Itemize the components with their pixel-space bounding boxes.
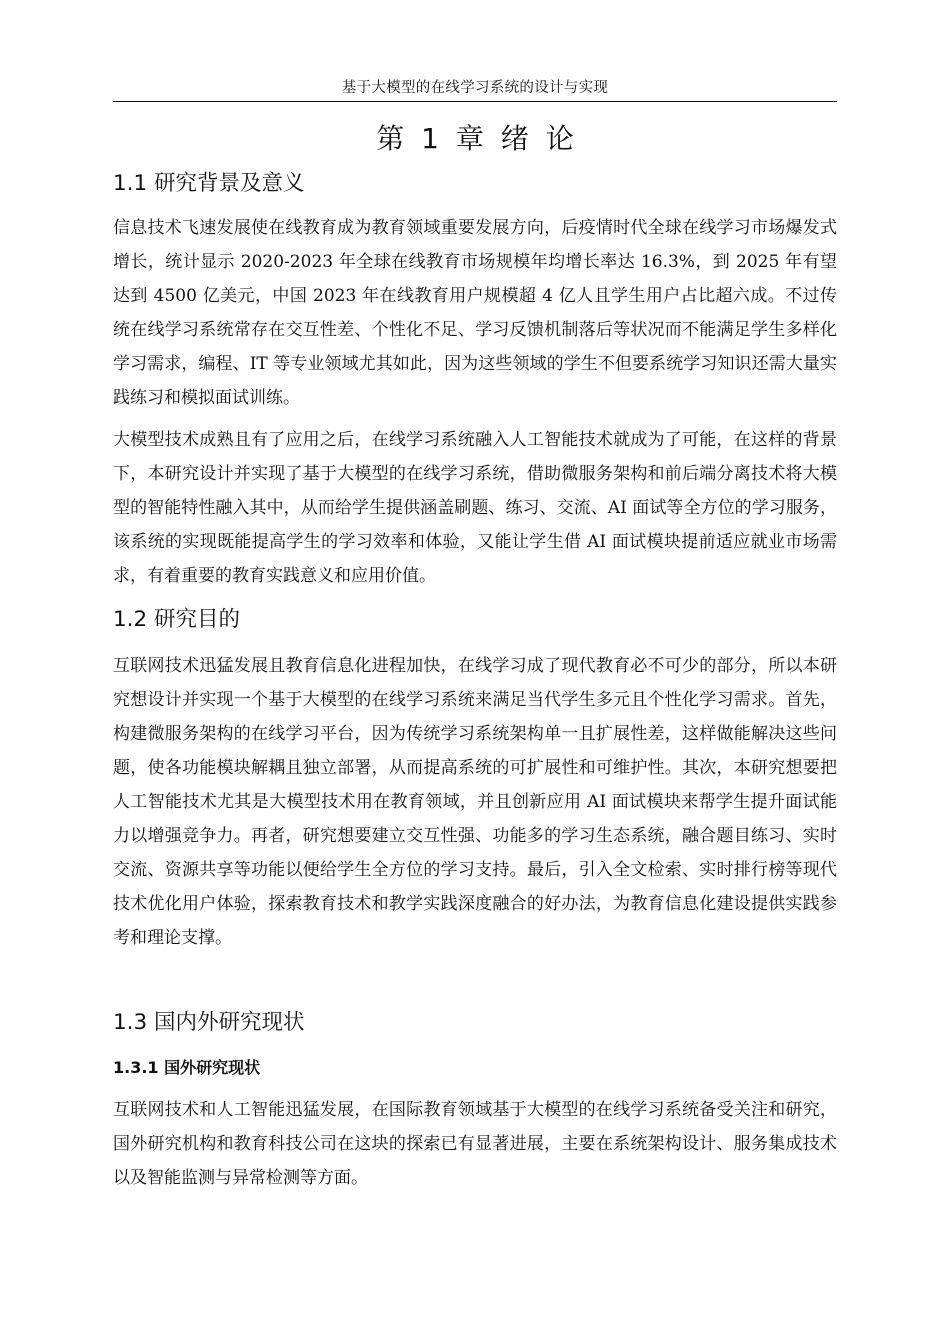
- subsection-heading-1-3-1: 1.3.1 国外研究现状: [113, 1058, 261, 1077]
- paragraph-background-1: 信息技术飞速发展使在线教育成为教育领域重要发展方向，后疫情时代全球在线学习市场爆发式增长，统计显示 2020-2023 年全球在线教育市场规模年均增长率达 16.3%，到 2025 年有望达到 4500 亿美元，中国 2023 年在线教育用户规模超 4 亿人且学生用户占比超六成。不过传统在线学习系统常存在交互性差、个性化不足、学习反馈机制落后等状况而不能满足学生多样化学习需求，编程、IT 等专业领域尤其如此，因为这些领域的学生不但要系统学习知识还需大量实践练习和模拟面试训练。: [113, 218, 837, 408]
- header-rule: [113, 101, 837, 102]
- paragraph-purpose: 互联网技术迅猛发展且教育信息化进程加快，在线学习成了现代教育必不可少的部分，所以本研究想设计并实现一个基于大模型的在线学习系统来满足当代学生多元且个性化学习需求。首先，构建微服务架构的在线学习平台，因为传统学习系统架构单一且扩展性差，这样做能解决这些问题，使各功能模块解耦且独立部署，从而提高系统的可扩展性和可维护性。其次，本研究想要把人工智能技术尤其是大模型技术用在教育领域，并且创新应用 AI 面试模块来帮学生提升面试能力以增强竞争力。再者，研究想要建立交互性强、功能多的学习生态系统，融合题目练习、实时交流、资源共享等功能以便给学生全方位的学习支持。最后，引入全文检索、实时排行榜等现代技术优化用户体验，探索教育技术和教学实践深度融合的好办法，为教育信息化建设提供实践参考和理论支撑。: [113, 656, 837, 948]
- section-heading-1-3: 1.3 国内外研究现状: [113, 1010, 305, 1035]
- section-heading-1-1: 1.1 研究背景及意义: [113, 171, 305, 196]
- paragraph-background-2: 大模型技术成熟且有了应用之后，在线学习系统融入人工智能技术就成为了可能，在这样的背景下，本研究设计并实现了基于大模型的在线学习系统，借助微服务架构和前后端分离技术将大模型的智能特性融入其中，从而给学生提供涵盖刷题、练习、交流、AI 面试等全方位的学习服务，该系统的实现既能提高学生的学习效率和体验，又能让学生借 AI 面试模块提前适应就业市场需求，有着重要的教育实践意义和应用价值。: [113, 430, 837, 586]
- chapter-title: 第 1 章 绪 论: [376, 122, 574, 155]
- paragraph-foreign-research: 互联网技术和人工智能迅猛发展，在国际教育领域基于大模型的在线学习系统备受关注和研究，国外研究机构和教育科技公司在这块的探索已有显著进展，主要在系统架构设计、服务集成技术以及智能监测与异常检测等方面。: [113, 1100, 837, 1188]
- section-heading-1-2: 1.2 研究目的: [113, 607, 241, 632]
- running-header: 基于大模型的在线学习系统的设计与实现: [341, 80, 609, 96]
